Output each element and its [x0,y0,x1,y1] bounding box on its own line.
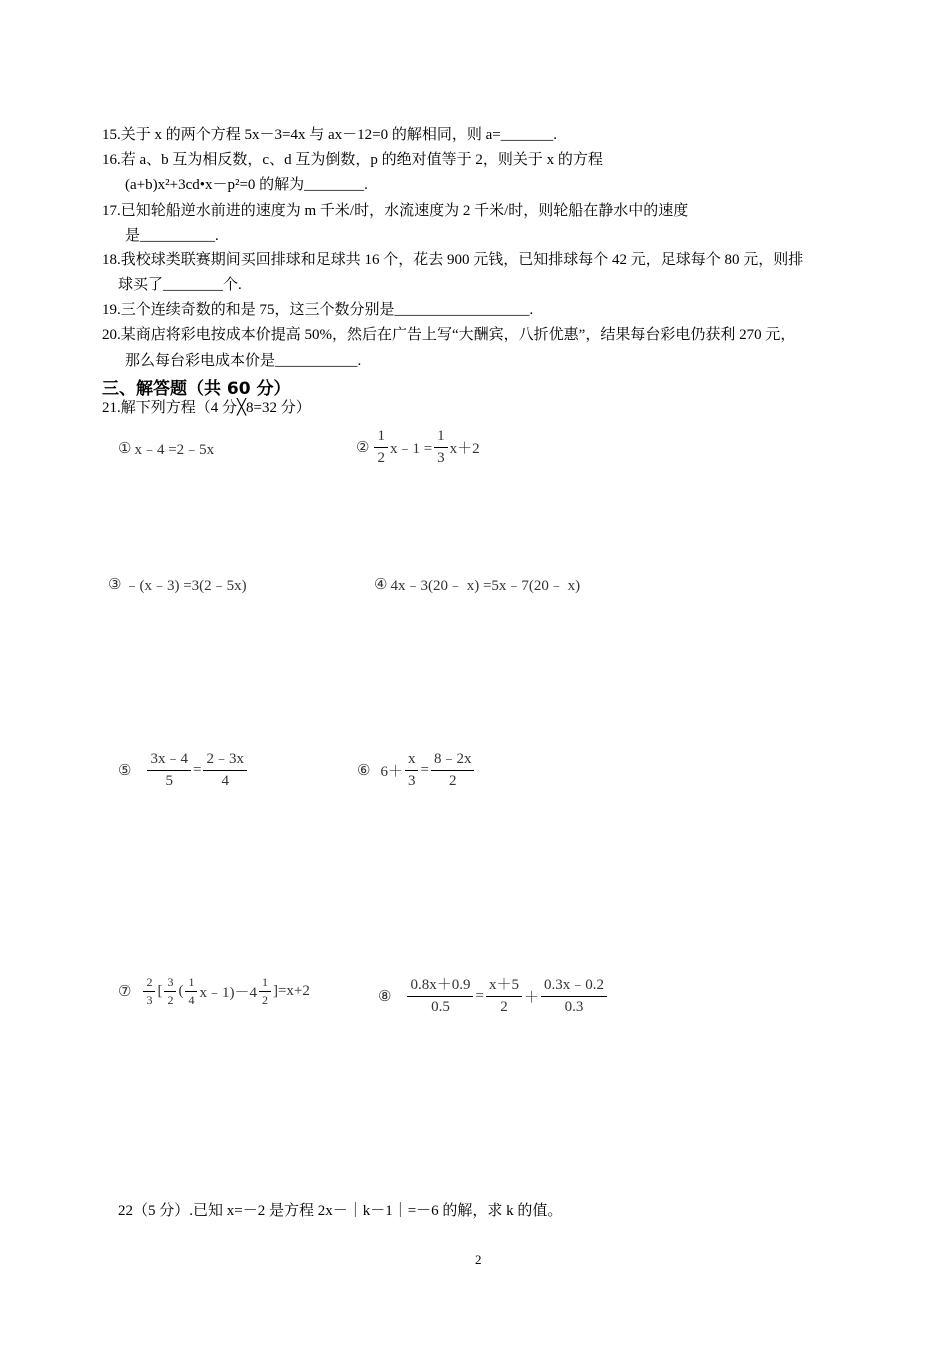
equation-text: ]=x+2 [272,983,310,999]
equation-text: = [420,762,429,778]
equation-text: = [192,762,202,778]
numerator: x [405,751,419,771]
equation-6 [357,751,476,790]
equation-mark: ⑤ [118,763,132,779]
numerator: 1 [374,428,388,448]
numerator: 2﹣3x [203,751,247,771]
equation-text: ﹣(x﹣3) =3(2﹣5x) [124,578,247,594]
numerator: 0.8x＋0.9 [407,977,473,997]
fraction [203,751,247,790]
problem-16-line1: 16.若 a、b 互为相反数，c、d 互为倒数，p 的绝对值等于 2，则关于 x 的方程 [102,152,603,168]
equation-mark: ④ [374,577,388,593]
problem-20-line2: 那么每台彩电成本价是___________. [125,353,362,369]
equation-text: ( [178,983,184,999]
denominator: 3 [437,450,445,466]
denominator: 2 [500,999,508,1015]
numerator: 1 [434,428,448,448]
problem-18-line1: 18.我校球类联赛期间买回排球和足球共 16 个，花去 900 元钱，已知排球每个 42 元，足球每个 80 元，则排 [102,252,804,268]
fraction [374,428,388,467]
denominator: 0.3 [564,999,584,1015]
problem-19: 19.三个连续奇数的和是 75，这三个数分别是__________________. [102,302,534,318]
problem-17-line2: 是__________. [125,228,219,244]
equation-1 [118,438,214,459]
denominator: 2 [448,773,457,789]
denominator: 5 [165,773,173,789]
fraction [431,751,475,790]
numerator: 3 [164,976,176,992]
denominator: 0.5 [431,999,450,1015]
numerator: x＋5 [486,977,522,997]
equation-text: x﹣4 =2﹣5x [134,442,215,458]
problem-15: 15.关于 x 的两个方程 5x－3=4x 与 ax－12=0 的解相同，则 a=_______. [102,127,557,143]
equation-mark: ⑧ [378,989,392,1005]
denominator: 4 [221,773,229,789]
equation-text: 6＋ [380,764,403,780]
equation-7 [118,976,310,1007]
denominator: 2 [377,450,385,466]
equation-text: x﹣1)－4 [199,985,257,1001]
fraction [164,976,176,1007]
denominator: 3 [407,773,416,789]
numerator: 1 [185,976,197,992]
equation-2 [356,428,480,467]
equation-mark: ② [356,440,370,456]
fraction [185,976,197,1007]
equation-5 [118,751,249,790]
fraction [259,976,271,1007]
fraction [434,428,448,467]
equation-text: = [475,988,484,1004]
numerator: 8﹣2x [431,751,475,771]
denominator: 2 [261,993,268,1007]
denominator: 2 [167,993,174,1007]
question-21-title: 21.解下列方程（4 分╳8=32 分） [102,400,311,416]
equation-8 [378,977,609,1016]
equation-3 [108,574,247,595]
equation-mark: ⑥ [357,763,371,779]
fraction [405,751,419,790]
problem-18-line2: 球买了________个. [118,277,242,293]
equation-mark: ⑦ [118,984,132,1000]
equation-text: 4x﹣3(20﹣ x) =5x﹣7(20﹣ x) [390,578,581,594]
page-number: 2 [475,1252,482,1267]
fraction [541,977,607,1016]
fraction [143,976,155,1007]
equation-text: ＋ [523,990,539,1006]
numerator: 2 [143,976,155,992]
numerator: 0.3x﹣0.2 [541,977,607,997]
problem-17-line1: 17.已知轮船逆水前进的速度为 m 千米/时，水流速度为 2 千米/时，则轮船在静水中的速度 [102,203,689,219]
equation-mark: ① [118,441,132,457]
equation-text: x﹣1 = [389,441,433,457]
denominator: 4 [188,993,195,1007]
section-heading: 三、解答题（共 60 分） [102,379,291,399]
denominator: 3 [146,993,153,1007]
problem-20-line1: 20.某商店将彩电按成本价提高 50%，然后在广告上写“大酬宾，八折优惠”，结果每台彩电仍获利 270 元， [102,327,796,343]
equation-text: [ [157,983,163,999]
equation-text: x＋2 [449,441,480,457]
equation-4 [374,574,580,595]
fraction [407,977,473,1016]
question-22: 22（5 分）.已知 x=－2 是方程 2x－｜k－1｜=－6 的解，求 k 的值。 [118,1203,563,1219]
fraction [147,751,191,790]
numerator: 3x﹣4 [147,751,191,771]
problem-16-line2: (a+b)x²+3cd•x－p²=0 的解为________. [125,177,368,193]
equation-mark: ③ [108,577,122,593]
fraction [486,977,522,1016]
numerator: 1 [259,976,271,992]
